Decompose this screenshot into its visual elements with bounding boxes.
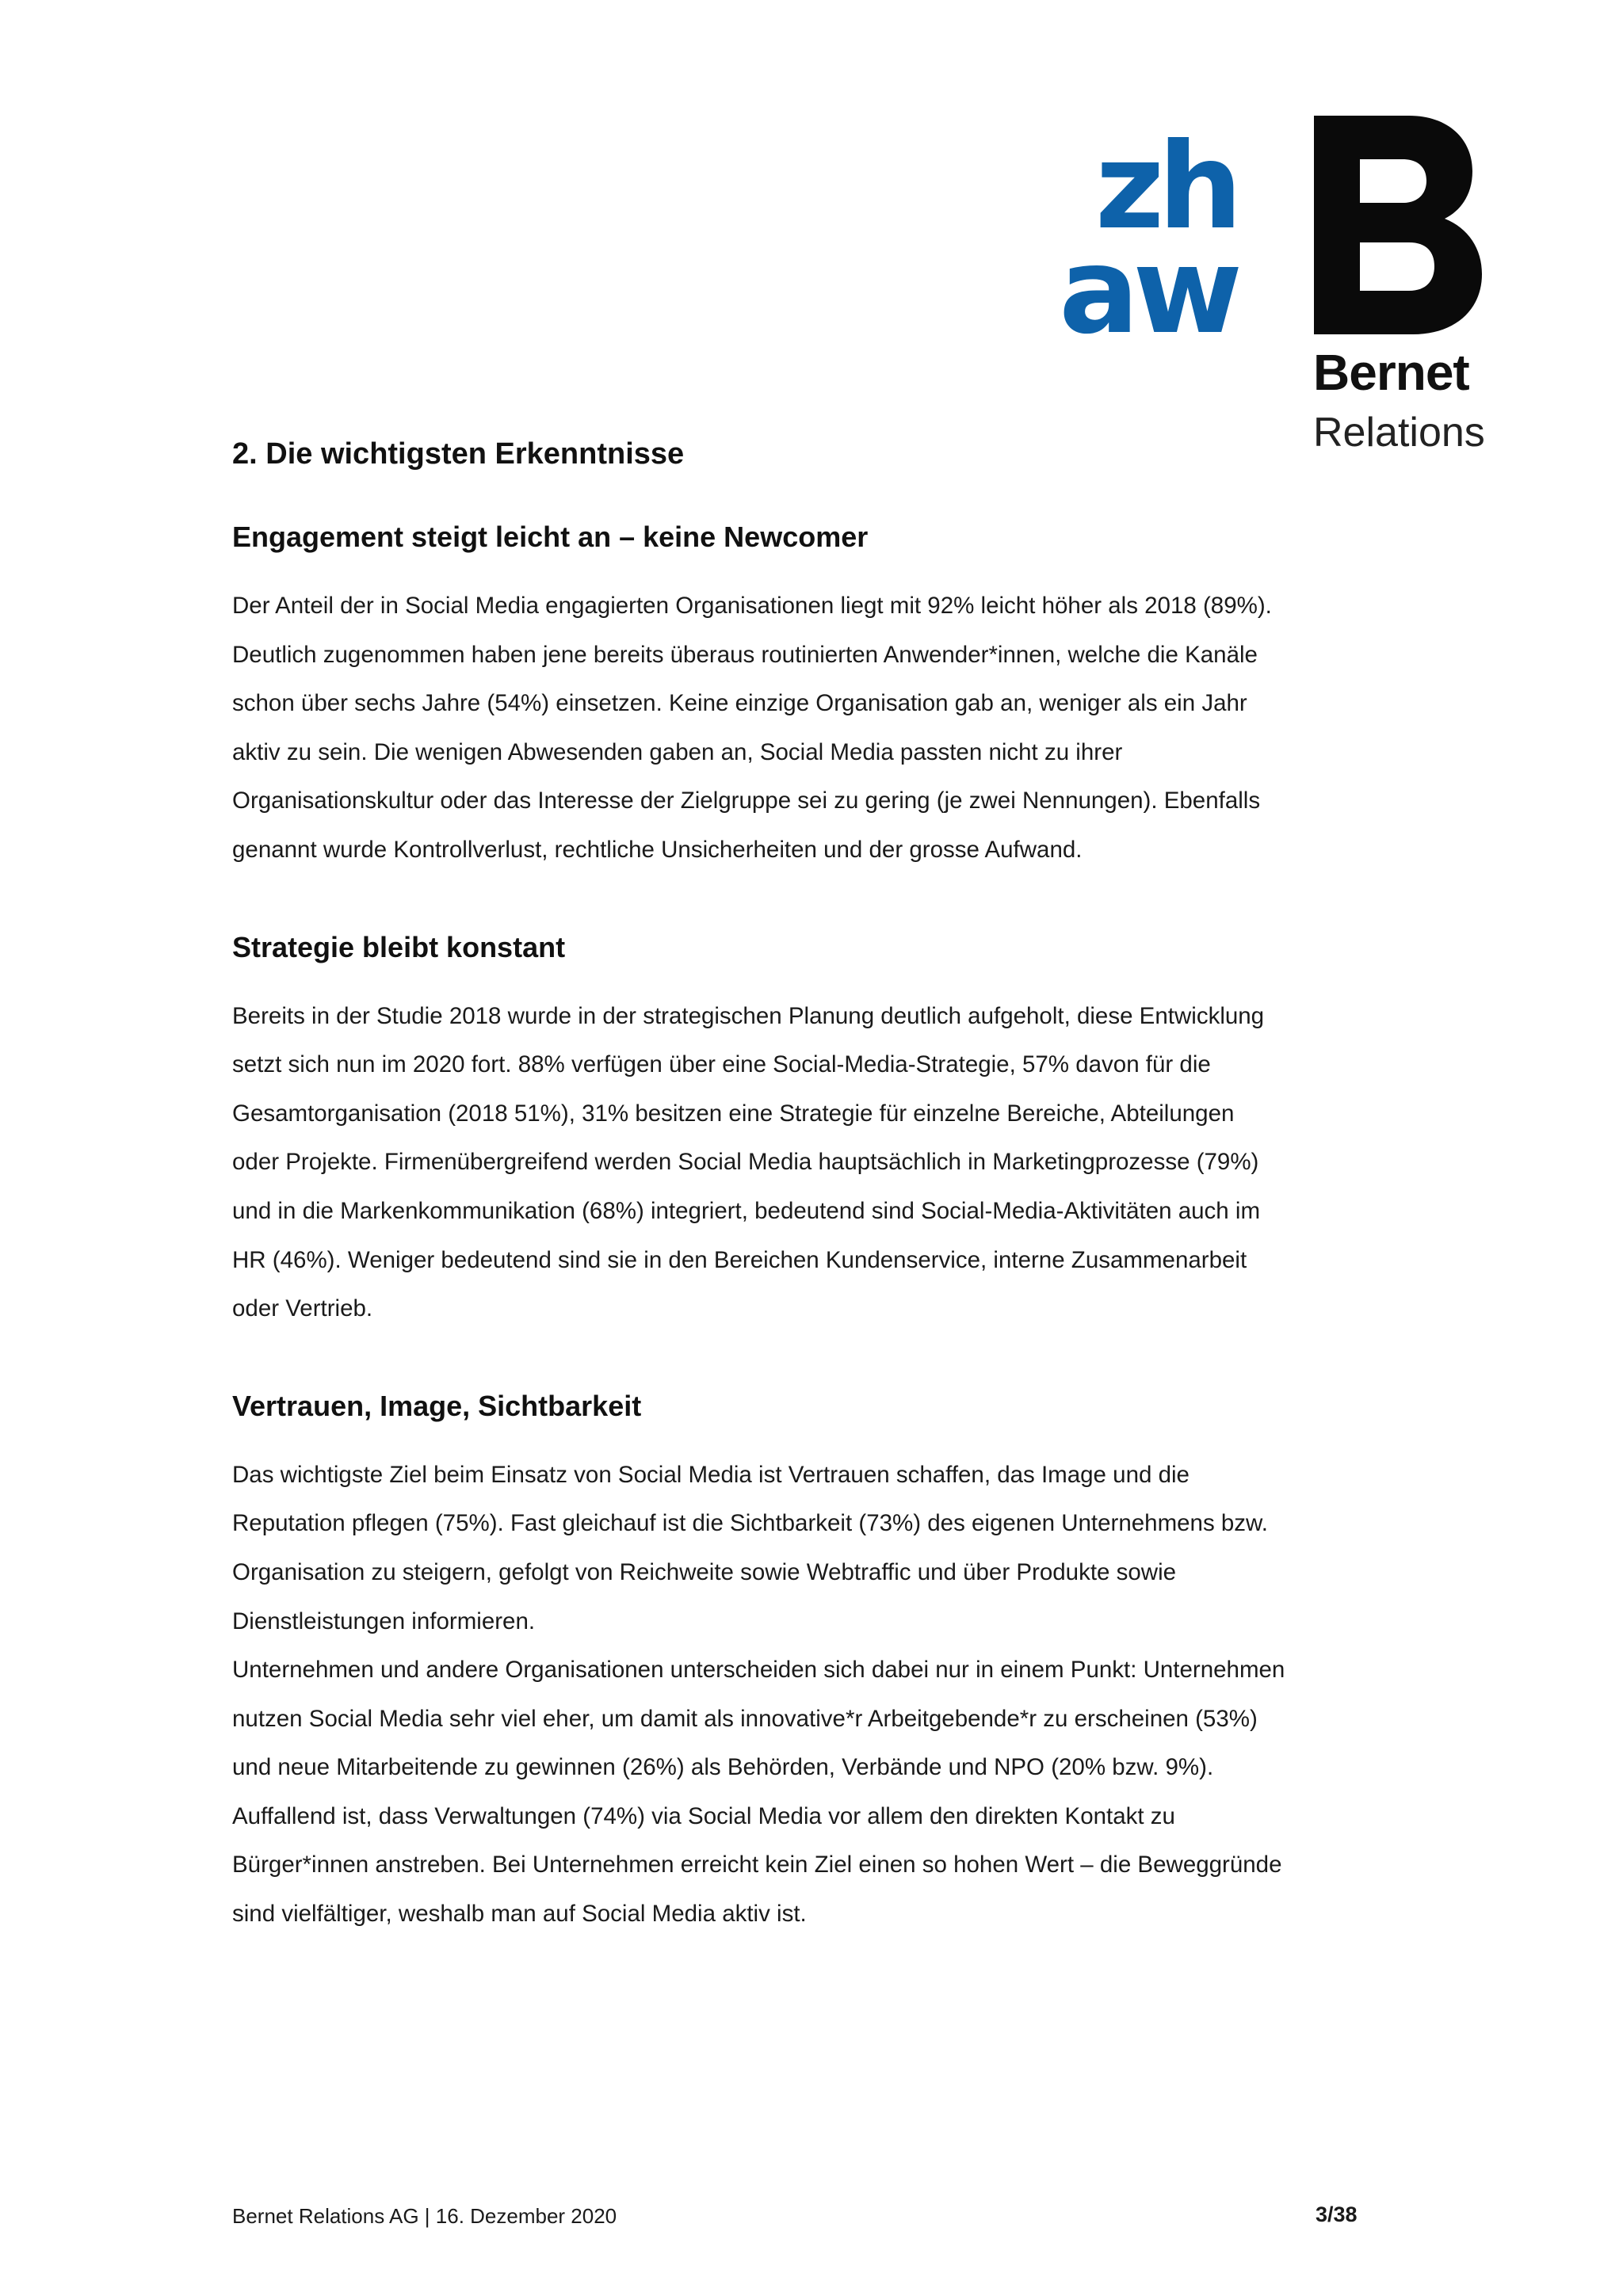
subsection-heading-strategie: Strategie bleibt konstant [232, 930, 566, 963]
subsection-heading-engagement: Engagement steigt leicht an – keine Newcomer [232, 521, 869, 553]
bernet-logo-name: Bernet [1313, 344, 1469, 401]
bernet-logo-subtitle: Relations [1313, 410, 1485, 456]
paragraph-engagement: Der Anteil der in Social Media engagierten Organisationen liegt mit 92% leicht höher als 2018 (89%). Deutlich zugenommen haben jene bereits überaus routinierten Anwender*innen, welche die Kanäle schon über sechs Jahre (54%) einsetzen. Keine einzige Organisation gab an, weniger als ein Jahr aktiv zu sein. Die wenigen Abwesenden gaben an, Social Media passten nicht zu ihrer Organisationskultur oder das Interesse der Zielgruppe sei zu gering (je zwei Nennungen). Ebenfalls genannt wurde Kontrollverlust, rechtliche Unsicherheiten und der grosse Aufwand. [232, 593, 1272, 863]
paragraph-vertrauen-1: Das wichtigste Ziel beim Einsatz von Social Media ist Vertrauen schaffen, das Image und die Reputation pflegen (75%). Fast gleichauf ist die Sichtbarkeit (73%) des eigenen Unternehmens bzw. Organisation zu steigern, gefolgt von Reichweite sowie Webtraffic und über Produkte sowie Dienstleistungen informieren. [232, 1461, 1268, 1634]
paragraph-vertrauen-2: Unternehmen und andere Organisationen unterscheiden sich dabei nur in einem Punkt: Unternehmen nutzen Social Media sehr viel eher, um damit als innovative*r Arbeitgebende*r zu erscheinen (53%) und neue Mitarbeitende zu gewinnen (26%) als Behörden, Verbände und NPO (20% bzw. 9%). Auffallend ist, dass Verwaltungen (74%) via Social Media vor allem den direkten Kontakt zu Bürger*innen anstreben. Bei Unternehmen erreicht kein Ziel einen so hohen Wert – die Beweggründe sind vielfältiger, weshalb man auf Social Media aktiv ist. [232, 1657, 1285, 1928]
zhaw-logo-line2: aw [1059, 223, 1236, 360]
paragraph-strategie: Bereits in der Studie 2018 wurde in der strategischen Planung deutlich aufgeholt, diese Entwicklung setzt sich nun im 2020 fort. 88% verfügen über eine Social-Media-Strategie, 57% davon für die Gesamtorganisation (2018 51%), 31% besitzen eine Strategie für einzelne Bereiche, Abteilungen oder Projekte. Firmenübergreifend werden Social Media hauptsächlich in Marketingprozesse (79%) und in die Markenkommunikation (68%) integriert, bedeutend sind Social-Media-Aktivitäten auch im HR (46%). Weniger bedeutend sind sie in den Bereichen Kundenservice, interne Zusammenarbeit oder Vertrieb. [232, 1002, 1265, 1322]
document-body [232, 428, 1286, 1939]
zhaw-logo-line1: zh [1094, 118, 1236, 256]
subsection-heading-vertrauen: Vertrauen, Image, Sichtbarkeit [232, 1389, 642, 1422]
footer-page-number: 3/38 [1316, 2203, 1358, 2226]
section-title: 2. Die wichtigsten Erkenntnisse [232, 437, 685, 471]
zhaw-logo [1030, 118, 1236, 360]
bernet-b-logo-icon [1314, 116, 1482, 334]
footer-company-date: Bernet Relations AG | 16. Dezember 2020 [232, 2204, 617, 2228]
